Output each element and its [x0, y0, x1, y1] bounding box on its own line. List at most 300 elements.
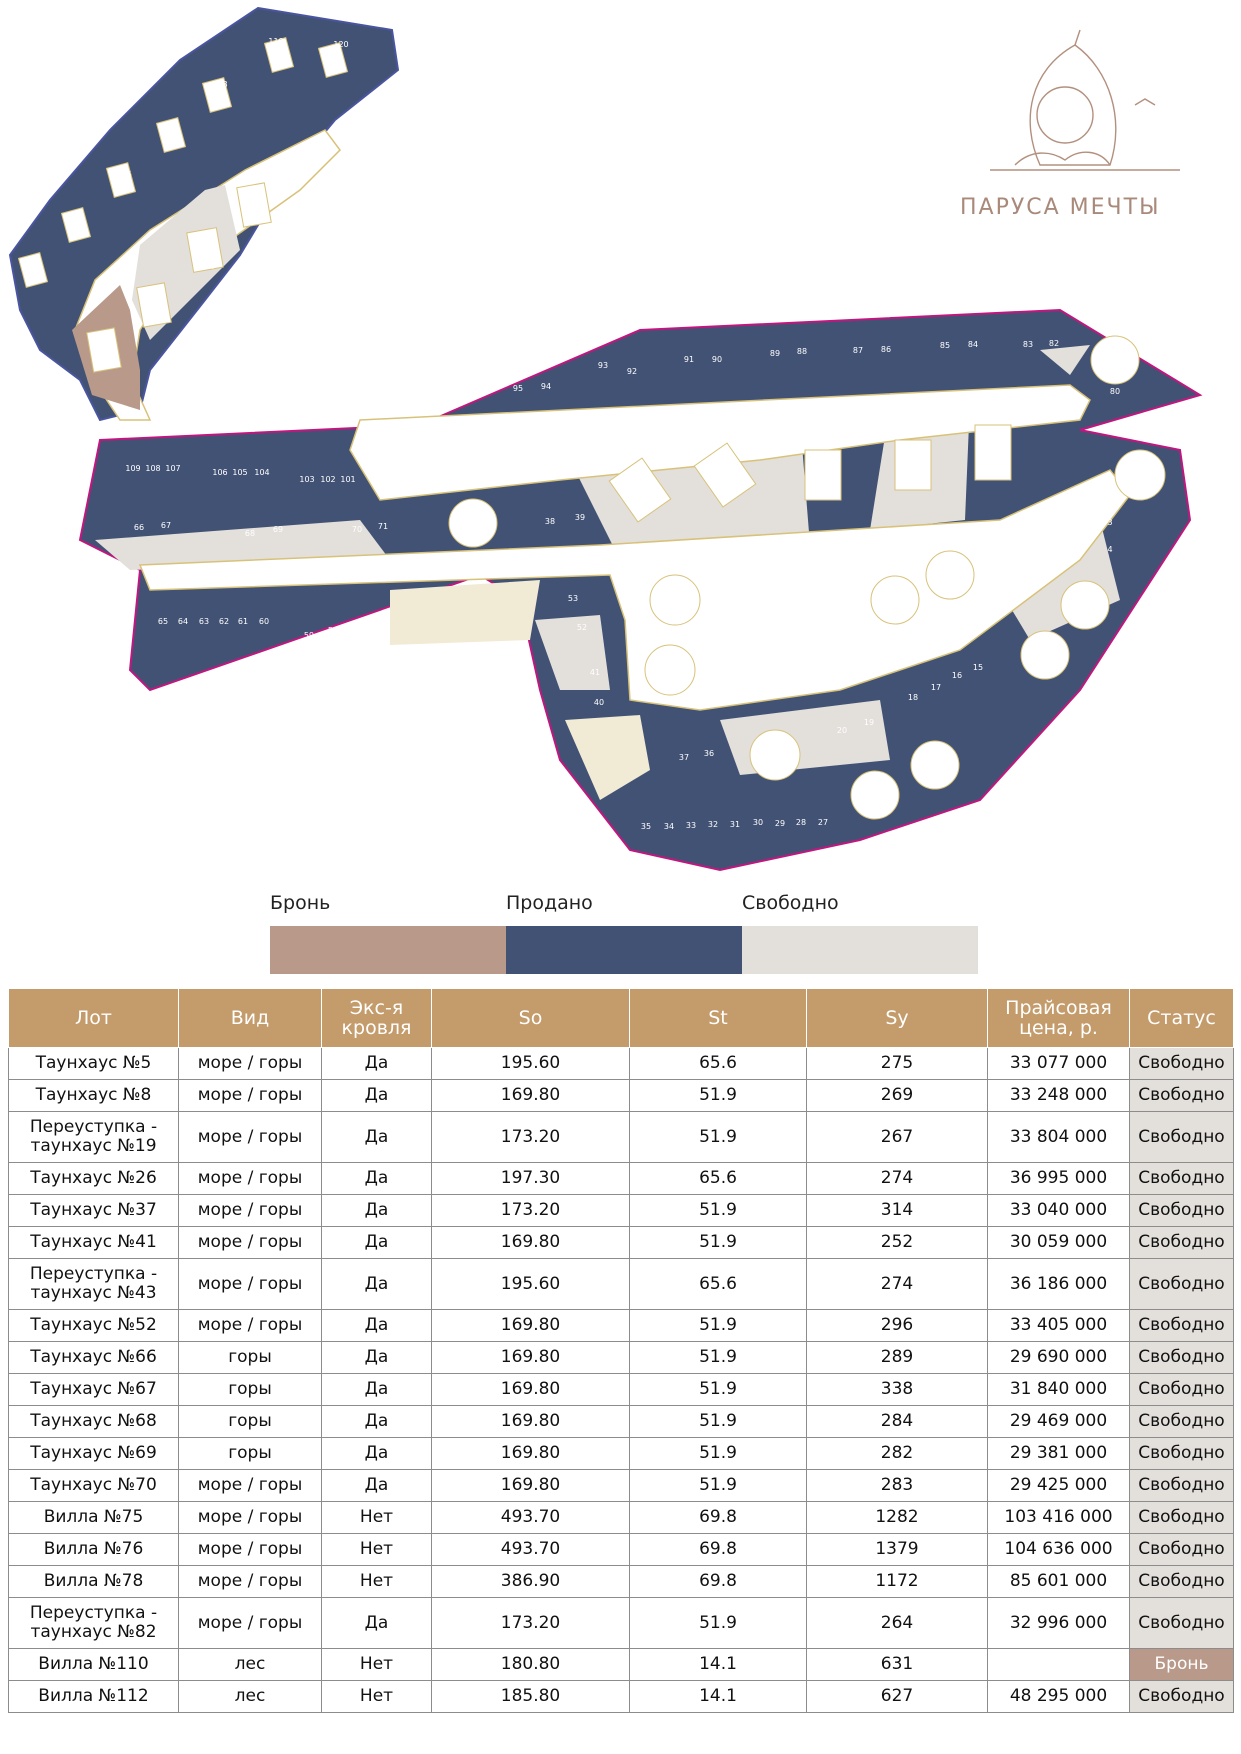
st-cell: 51.9 [630, 1438, 807, 1470]
lot-label: 2 [1137, 478, 1143, 487]
lot-label: 28 [795, 818, 807, 827]
lot-label: 3 [1107, 518, 1113, 527]
lot-label: 5 [1092, 593, 1098, 602]
so-cell: 169.80 [432, 1342, 630, 1374]
lot-label: 98 [430, 473, 442, 482]
sy-cell: 274 [807, 1163, 988, 1195]
st-cell: 51.9 [630, 1112, 807, 1163]
table-row [9, 1310, 1234, 1342]
roof-cell: Да [322, 1259, 432, 1310]
table-row [9, 1374, 1234, 1406]
lot-label: 99 [410, 473, 422, 482]
lot-label: 88 [796, 347, 808, 356]
lot-cell: Вилла №112 [9, 1681, 179, 1713]
lot-label: 48 [770, 596, 782, 605]
column-header: Sy [807, 989, 988, 1048]
lot-label: 33 [685, 821, 697, 830]
roof-cell: Да [322, 1163, 432, 1195]
legend-label: Продано [506, 892, 593, 914]
so-cell: 169.80 [432, 1438, 630, 1470]
lot-cell: Вилла №110 [9, 1649, 179, 1681]
lot-label: 45 [757, 656, 769, 665]
lot-label: 18 [907, 693, 919, 702]
legend-swatch [506, 926, 742, 974]
brand-name: ПАРУСА МЕЧТЫ [960, 195, 1161, 220]
lot-label: 120 [333, 40, 349, 49]
lot-label: 113 [66, 218, 82, 227]
view-cell: море / горы [179, 1502, 322, 1534]
lot-label: 116 [248, 216, 264, 225]
lot-label: 100 [388, 473, 404, 482]
sy-cell: 338 [807, 1374, 988, 1406]
st-cell: 69.8 [630, 1502, 807, 1534]
lot-label: 14 [877, 595, 889, 604]
lot-label: 70 [351, 525, 363, 534]
price-cell: 29 425 000 [988, 1470, 1130, 1502]
lot-label: 77 [813, 479, 825, 488]
lot-label: 32 [707, 820, 719, 829]
column-header: St [630, 989, 807, 1048]
table-row [9, 1259, 1234, 1310]
lot-label: 108 [145, 464, 161, 473]
view-cell: море / горы [179, 1112, 322, 1163]
table-body [9, 1048, 1234, 1713]
lot-label: 82 [1048, 339, 1060, 348]
lot-label: 86 [880, 345, 892, 354]
lot-label: 6 [1080, 611, 1086, 620]
table-row [9, 1681, 1234, 1713]
lot-label: 83 [1022, 340, 1034, 349]
price-cell: 29 381 000 [988, 1438, 1130, 1470]
lot-label: 25 [779, 738, 791, 747]
lot-label: 11 [956, 561, 968, 570]
price-cell: 33 804 000 [988, 1112, 1130, 1163]
lot-label: 75 [628, 480, 640, 489]
sy-cell: 314 [807, 1195, 988, 1227]
lot-label: 66 [133, 523, 145, 532]
status-cell: Свободно [1130, 1566, 1234, 1598]
st-cell: 51.9 [630, 1080, 807, 1112]
lot-label: 68 [244, 529, 256, 538]
price-cell: 32 996 000 [988, 1598, 1130, 1649]
lot-cell: Переуступка - таунхаус №82 [9, 1598, 179, 1649]
lot-cell: Переуступка - таунхаус №19 [9, 1112, 179, 1163]
lot-label: 69 [272, 525, 284, 534]
price-cell: 104 636 000 [988, 1534, 1130, 1566]
lot-label: 67 [160, 521, 172, 530]
lot-label: 96 [455, 389, 467, 398]
lot-label: 34 [663, 822, 675, 831]
sy-cell: 275 [807, 1048, 988, 1080]
legend-swatch [742, 926, 978, 974]
lot-label: 9 [1055, 645, 1061, 654]
status-cell: Бронь [1130, 1649, 1234, 1681]
price-table [8, 988, 1234, 1713]
price-cell: 36 995 000 [988, 1163, 1130, 1195]
brand-logo-icon [990, 30, 1180, 170]
table-row [9, 1502, 1234, 1534]
lot-label: 51 [660, 601, 672, 610]
lot-label: 101 [340, 475, 356, 484]
view-cell: море / горы [179, 1227, 322, 1259]
view-cell: горы [179, 1342, 322, 1374]
column-header: Экс-я кровля [322, 989, 432, 1048]
status-cell: Свободно [1130, 1681, 1234, 1713]
lot-label: 114 [199, 262, 215, 271]
view-cell: море / горы [179, 1310, 322, 1342]
column-header: Статус [1130, 989, 1234, 1048]
st-cell: 51.9 [630, 1470, 807, 1502]
lot-label: 10 [1037, 660, 1049, 669]
lot-label: 50 [677, 586, 689, 595]
lot-label: 90 [711, 355, 723, 364]
lot-cell: Переуступка - таунхаус №43 [9, 1259, 179, 1310]
lot-label: 54 [505, 459, 517, 468]
lot-label: 105 [232, 468, 248, 477]
lot-label: 112 [149, 309, 165, 318]
lot-cell: Таунхаус №5 [9, 1048, 179, 1080]
lot-label: 92 [626, 367, 638, 376]
price-cell: 33 248 000 [988, 1080, 1130, 1112]
lot-label: 44 [735, 656, 747, 665]
so-cell: 169.80 [432, 1080, 630, 1112]
status-cell: Свободно [1130, 1310, 1234, 1342]
status-cell: Свободно [1130, 1080, 1234, 1112]
lot-label: 27 [817, 818, 829, 827]
table-row [9, 1470, 1234, 1502]
price-cell: 33 077 000 [988, 1048, 1130, 1080]
lot-label: 30 [752, 818, 764, 827]
roof-cell: Да [322, 1227, 432, 1259]
lot-label: 109 [125, 464, 141, 473]
price-cell: 48 295 000 [988, 1681, 1130, 1713]
price-cell: 103 416 000 [988, 1502, 1130, 1534]
lot-label: 35 [640, 822, 652, 831]
table-header-row [9, 989, 1234, 1048]
lot-label: 46 [780, 656, 792, 665]
lot-label: 20 [836, 726, 848, 735]
table-row [9, 1566, 1234, 1598]
lot-label: 8 [1004, 546, 1010, 555]
so-cell: 197.30 [432, 1163, 630, 1195]
price-cell [988, 1649, 1130, 1681]
lot-label: 47 [799, 594, 811, 603]
lot-label: 103 [299, 475, 315, 484]
sy-cell: 282 [807, 1438, 988, 1470]
sy-cell: 267 [807, 1112, 988, 1163]
price-cell: 33 405 000 [988, 1310, 1130, 1342]
price-cell: 85 601 000 [988, 1566, 1130, 1598]
so-cell: 173.20 [432, 1598, 630, 1649]
view-cell: море / горы [179, 1048, 322, 1080]
lot-cell: Таунхаус №52 [9, 1310, 179, 1342]
lot-label: 63 [198, 617, 210, 626]
table-row [9, 1048, 1234, 1080]
st-cell: 51.9 [630, 1227, 807, 1259]
roof-cell: Да [322, 1342, 432, 1374]
lot-label: 64 [177, 617, 189, 626]
st-cell: 51.9 [630, 1598, 807, 1649]
view-cell: лес [179, 1681, 322, 1713]
lot-label: 119 [268, 37, 284, 46]
column-header: Вид [179, 989, 322, 1048]
legend-item-free [742, 892, 978, 974]
lot-cell: Таунхаус №68 [9, 1406, 179, 1438]
lot-label: 65 [157, 617, 169, 626]
lot-label: 110 [99, 357, 115, 366]
so-cell: 173.20 [432, 1112, 630, 1163]
roof-cell: Нет [322, 1649, 432, 1681]
legend-label: Бронь [270, 892, 331, 914]
lot-label: 84 [967, 340, 979, 349]
so-cell: 169.80 [432, 1227, 630, 1259]
lot-label: 89 [769, 349, 781, 358]
view-cell: море / горы [179, 1259, 322, 1310]
sy-cell: 283 [807, 1470, 988, 1502]
roof-cell: Да [322, 1048, 432, 1080]
lot-label: 21 [940, 750, 952, 759]
column-header: Прайсовая цена, р. [988, 989, 1130, 1048]
hatched-plot-1 [390, 580, 540, 645]
st-cell: 51.9 [630, 1374, 807, 1406]
view-cell: горы [179, 1374, 322, 1406]
sy-cell: 1282 [807, 1502, 988, 1534]
so-cell: 169.80 [432, 1374, 630, 1406]
price-cell: 36 186 000 [988, 1259, 1130, 1310]
lot-label: 106 [212, 468, 228, 477]
lot-cell: Таунхаус №69 [9, 1438, 179, 1470]
lot-label: 117 [163, 124, 179, 133]
status-cell: Свободно [1130, 1342, 1234, 1374]
so-cell: 173.20 [432, 1195, 630, 1227]
st-cell: 51.9 [630, 1195, 807, 1227]
view-cell: море / горы [179, 1195, 322, 1227]
lot-cell: Таунхаус №26 [9, 1163, 179, 1195]
table-row [9, 1598, 1234, 1649]
lot-label: 107 [165, 464, 181, 473]
so-cell: 180.80 [432, 1649, 630, 1681]
price-cell: 29 469 000 [988, 1406, 1130, 1438]
legend-swatch [270, 926, 506, 974]
lot-label: 61 [237, 617, 249, 626]
lot-cell: Таунхаус №70 [9, 1470, 179, 1502]
lot-label: 87 [852, 346, 864, 355]
lot-label: 76 [725, 466, 737, 475]
lot-label: 29 [774, 819, 786, 828]
table-row [9, 1534, 1234, 1566]
lot-label: 16 [951, 671, 963, 680]
status-cell: Свободно [1130, 1598, 1234, 1649]
lot-label: 36 [703, 749, 715, 758]
lot-label: 85 [939, 341, 951, 350]
lot-label: 12 [939, 575, 951, 584]
lot-label: 118 [212, 80, 228, 89]
status-cell: Свободно [1130, 1259, 1234, 1310]
view-cell: море / горы [179, 1534, 322, 1566]
table-row [9, 1406, 1234, 1438]
legend-item-sold [506, 892, 742, 974]
lot-label: 102 [320, 475, 336, 484]
so-cell: 185.80 [432, 1681, 630, 1713]
so-cell: 493.70 [432, 1502, 630, 1534]
so-cell: 493.70 [432, 1534, 630, 1566]
lot-label: 93 [597, 361, 609, 370]
view-cell: лес [179, 1649, 322, 1681]
lot-label: 39 [574, 513, 586, 522]
lot-label: 59 [303, 631, 315, 640]
view-cell: море / горы [179, 1470, 322, 1502]
roof-cell: Нет [322, 1502, 432, 1534]
lot-label: 91 [683, 355, 695, 364]
lot-cell: Вилла №76 [9, 1534, 179, 1566]
lot-label: 115 [116, 170, 132, 179]
status-cell: Свободно [1130, 1227, 1234, 1259]
table-row [9, 1195, 1234, 1227]
view-cell: море / горы [179, 1598, 322, 1649]
roof-cell: Нет [322, 1681, 432, 1713]
lot-label: 79 [986, 449, 998, 458]
lot-label: 15 [972, 663, 984, 672]
roof-cell: Да [322, 1310, 432, 1342]
st-cell: 69.8 [630, 1534, 807, 1566]
lot-label: 23 [878, 785, 890, 794]
view-cell: горы [179, 1406, 322, 1438]
legend-item-reserved [270, 892, 506, 974]
lot-label: 78 [900, 465, 912, 474]
lot-cell: Таунхаус №66 [9, 1342, 179, 1374]
status-cell: Свободно [1130, 1534, 1234, 1566]
status-cell: Свободно [1130, 1470, 1234, 1502]
so-cell: 169.80 [432, 1470, 630, 1502]
lot-label: 95 [512, 384, 524, 393]
lot-label: 72 [460, 523, 472, 532]
lot-label: 60 [258, 617, 270, 626]
column-header: Лот [9, 989, 179, 1048]
lot-cell: Вилла №75 [9, 1502, 179, 1534]
so-cell: 169.80 [432, 1406, 630, 1438]
table-row [9, 1227, 1234, 1259]
lot-label: 111 [23, 265, 39, 274]
sy-cell: 631 [807, 1649, 988, 1681]
status-cell: Свободно [1130, 1406, 1234, 1438]
so-cell: 195.60 [432, 1259, 630, 1310]
roof-cell: Да [322, 1438, 432, 1470]
roof-cell: Да [322, 1470, 432, 1502]
column-header: So [432, 989, 630, 1048]
lot-label: 81 [1109, 365, 1121, 374]
sy-cell: 284 [807, 1406, 988, 1438]
lot-label: 43 [680, 654, 692, 663]
sy-cell: 296 [807, 1310, 988, 1342]
lot-label: 17 [930, 683, 942, 692]
table-row [9, 1112, 1234, 1163]
table-row [9, 1163, 1234, 1195]
st-cell: 51.9 [630, 1342, 807, 1374]
lot-label: 53 [567, 594, 579, 603]
lot-label: 38 [544, 517, 556, 526]
roof-cell: Нет [322, 1566, 432, 1598]
view-cell: горы [179, 1438, 322, 1470]
status-cell: Свободно [1130, 1195, 1234, 1227]
price-cell: 33 040 000 [988, 1195, 1130, 1227]
sy-cell: 274 [807, 1259, 988, 1310]
lot-cell: Таунхаус №67 [9, 1374, 179, 1406]
sy-cell: 289 [807, 1342, 988, 1374]
lot-label: 58 [327, 626, 339, 635]
price-cell: 31 840 000 [988, 1374, 1130, 1406]
lot-label: 55 [536, 459, 548, 468]
lot-cell: Таунхаус №8 [9, 1080, 179, 1112]
lot-label: 37 [678, 753, 690, 762]
lot-label: 62 [218, 617, 230, 626]
lot-cell: Вилла №78 [9, 1566, 179, 1598]
sy-cell: 252 [807, 1227, 988, 1259]
price-cell: 29 690 000 [988, 1342, 1130, 1374]
status-cell: Свободно [1130, 1502, 1234, 1534]
lot-label: 24 [861, 799, 873, 808]
status-cell: Свободно [1130, 1048, 1234, 1080]
roof-cell: Да [322, 1112, 432, 1163]
sy-cell: 264 [807, 1598, 988, 1649]
so-cell: 386.90 [432, 1566, 630, 1598]
lot-label: 49 [739, 596, 751, 605]
lot-label: 22 [922, 765, 934, 774]
sy-cell: 269 [807, 1080, 988, 1112]
legend-label: Свободно [742, 892, 839, 914]
legend [270, 892, 978, 972]
st-cell: 51.9 [630, 1406, 807, 1438]
status-cell: Свободно [1130, 1374, 1234, 1406]
lot-label: 1 [1137, 456, 1143, 465]
lot-label: 40 [593, 698, 605, 707]
view-cell: море / горы [179, 1163, 322, 1195]
st-cell: 69.8 [630, 1566, 807, 1598]
roof-cell: Да [322, 1195, 432, 1227]
lot-label: 13 [891, 583, 903, 592]
status-cell: Свободно [1130, 1163, 1234, 1195]
roof-cell: Нет [322, 1534, 432, 1566]
st-cell: 65.6 [630, 1259, 807, 1310]
table-row [9, 1438, 1234, 1470]
lot-label: 7 [1032, 536, 1038, 545]
so-cell: 169.80 [432, 1310, 630, 1342]
lot-label: 26 [762, 753, 774, 762]
roof-cell: Да [322, 1406, 432, 1438]
lot-label: 80 [1109, 387, 1121, 396]
lot-label: 97 [430, 391, 442, 400]
table-row [9, 1649, 1234, 1681]
sy-cell: 1379 [807, 1534, 988, 1566]
table-row [9, 1080, 1234, 1112]
st-cell: 51.9 [630, 1310, 807, 1342]
lot-label: 94 [540, 382, 552, 391]
lot-label: 71 [377, 522, 389, 531]
lot-cell: Таунхаус №41 [9, 1227, 179, 1259]
lot-label: 42 [667, 668, 679, 677]
sy-cell: 627 [807, 1681, 988, 1713]
lot-label: 52 [576, 623, 588, 632]
view-cell: море / горы [179, 1080, 322, 1112]
table-row [9, 1342, 1234, 1374]
lot-label: 104 [254, 468, 270, 477]
st-cell: 65.6 [630, 1163, 807, 1195]
st-cell: 14.1 [630, 1649, 807, 1681]
roof-cell: Да [322, 1598, 432, 1649]
lot-label: 19 [863, 718, 875, 727]
lot-label: 57 [350, 620, 362, 629]
lot-cell: Таунхаус №37 [9, 1195, 179, 1227]
view-cell: море / горы [179, 1566, 322, 1598]
